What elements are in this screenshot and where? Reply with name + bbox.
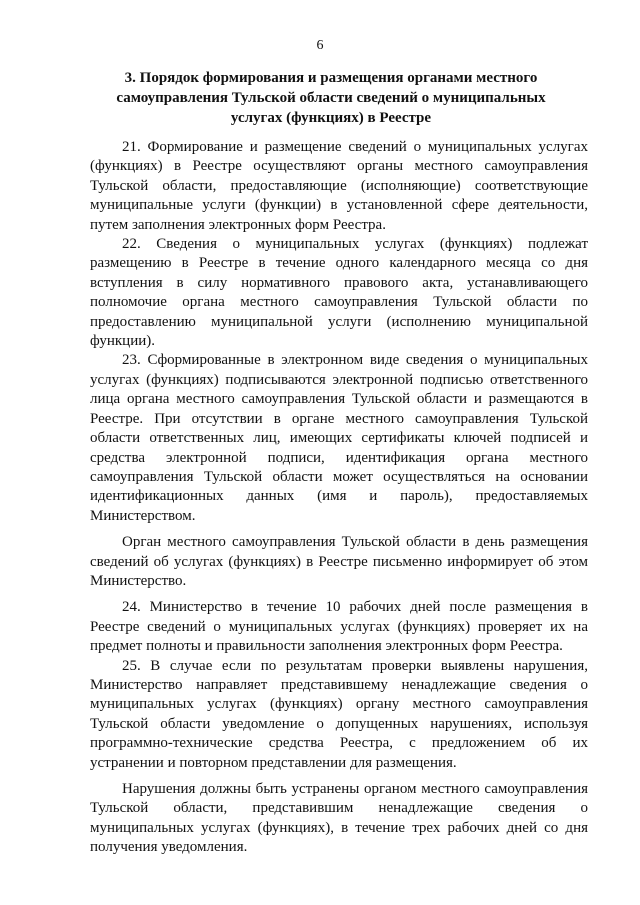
page-number: 6 <box>316 38 324 53</box>
document-body <box>90 138 588 858</box>
paragraph-23: 23. Сформированные в электронном виде сведения о муниципальных услугах (функциях) подписываются электронной подписью ответственного лица органа местного самоуправления Тульской области и размещаются в Реестре. При отсутствии в органе местного самоуправления Тульской области ответственных лиц, имеющих сертификаты ключей подписей и средства электронной подписи, идентификация органа местного самоуправления Тульской области может осуществляться на основании идентификационных данных (имя и пароль), предоставляемых Министерством. <box>90 352 588 524</box>
paragraph-25: 25. В случае если по результатам проверки выявлены нарушения, Министерство направляет представившему ненадлежащие сведения о муниципальных услугах (функциях) органу местного самоуправления Тульской области уведомление о допущенных нарушениях, используя программно-технические средства Реестра, с предложением об их устранении и повторном представлении для размещения. <box>90 657 588 771</box>
paragraph-25-continuation: Нарушения должны быть устранены органом местного самоуправления Тульской области, представившим ненадлежащие сведения о муниципальных услугах (функциях), в течение трех рабочих дней со дня получения уведомления. <box>90 781 588 856</box>
section-heading: 3. Порядок формирования и размещения органами местного самоуправления Тульской области сведений о муниципальных услугах (функциях) в Реестре <box>116 70 546 126</box>
paragraph-24: 24. Министерство в течение 10 рабочих дней после размещения в Реестре сведений о муниципальных услугах (функциях) проверяет их на предмет полноты и правильности заполнения электронных форм Реестра. <box>90 599 588 655</box>
paragraph-21: 21. Формирование и размещение сведений о муниципальных услугах (функциях) в Реестре осуществляют органы местного самоуправления Тульской области, предоставляющие (исполняющие) соответствующие муниципальные услуги (функции) в установленной сфере деятельности, путем заполнения электронных форм Реестра. <box>90 139 588 233</box>
paragraph-23-continuation: Орган местного самоуправления Тульской области в день размещения сведений об услугах (функциях) в Реестре письменно информирует об этом Министерство. <box>90 534 588 589</box>
paragraph-22: 22. Сведения о муниципальных услугах (функциях) подлежат размещению в Реестре в течение одного календарного месяца со дня вступления в силу нормативного правового акта, устанавливающего полномочие органа местного самоуправления Тульской области по предоставлению муниципальной услуги (исполнению муниципальной функции). <box>90 236 588 350</box>
